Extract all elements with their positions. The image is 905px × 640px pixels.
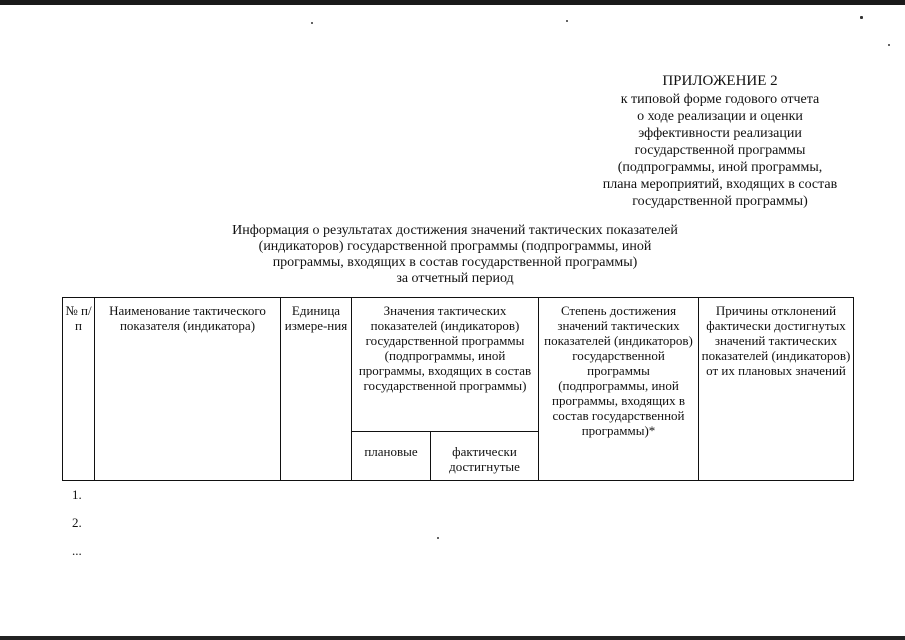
heading-line: за отчетный период xyxy=(396,271,514,286)
scan-speck xyxy=(860,16,863,19)
header-planned-label: плановые xyxy=(364,444,418,459)
header-name xyxy=(95,298,281,481)
appendix-line: государственной программы) xyxy=(632,194,808,209)
appendix-line: о ходе реализации и оценки xyxy=(637,109,803,124)
header-num xyxy=(63,298,95,481)
appendix-line: плана мероприятий, входящих в состав xyxy=(602,177,838,192)
scan-speck xyxy=(437,537,439,539)
header-degree-label: Степень достижения значений тактических показателей (индикаторов) государственной программы (подпрограммы, иной программы, входящих в состав государственной программы)* xyxy=(544,303,693,438)
appendix-line: эффективности реализации xyxy=(638,126,802,141)
report-table xyxy=(62,297,854,481)
header-reasons-label: Причины отклонений фактически достигнутых значений тактических показателей (индикаторов) от их плановых значений xyxy=(701,303,851,378)
header-reasons xyxy=(699,298,854,481)
header-actual-label: фактически достигнутые xyxy=(449,444,520,474)
header-values xyxy=(352,298,539,432)
row-number: ... xyxy=(72,543,82,558)
document-heading xyxy=(190,223,720,287)
scan-speck xyxy=(566,20,568,22)
appendix-line: государственной программы xyxy=(634,143,806,158)
header-values-label: Значения тактических показателей (индикаторов) государственной программы (подпрограммы, иной программы, входящих в состав государственной программы) xyxy=(358,303,532,393)
header-num-label: № п/п xyxy=(65,303,92,333)
header-unit-label: Единица измере-ния xyxy=(284,303,348,333)
header-name-label: Наименование тактического показателя (индикатора) xyxy=(109,303,266,333)
header-unit xyxy=(281,298,352,481)
row-list xyxy=(72,487,82,571)
row-number: 1. xyxy=(72,487,82,502)
row-number: 2. xyxy=(72,515,82,530)
scan-bottom-border xyxy=(0,636,905,640)
scan-speck xyxy=(888,44,890,46)
appendix-line: к типовой форме годового отчета xyxy=(620,92,820,107)
scan-top-border xyxy=(0,0,905,5)
heading-line: Информация о результатах достижения значений тактических показателей xyxy=(232,223,678,238)
heading-line: программы, входящих в состав государственной программы) xyxy=(272,255,638,270)
appendix-block xyxy=(560,72,880,210)
heading-line: (индикаторов) государственной программы (подпрограммы, иной xyxy=(258,239,652,254)
scan-speck xyxy=(311,22,313,24)
appendix-title: ПРИЛОЖЕНИЕ 2 xyxy=(662,73,778,89)
header-actual xyxy=(431,432,539,481)
header-planned xyxy=(352,432,431,481)
appendix-line: (подпрограммы, иной программы, xyxy=(617,160,823,175)
header-degree xyxy=(539,298,699,481)
